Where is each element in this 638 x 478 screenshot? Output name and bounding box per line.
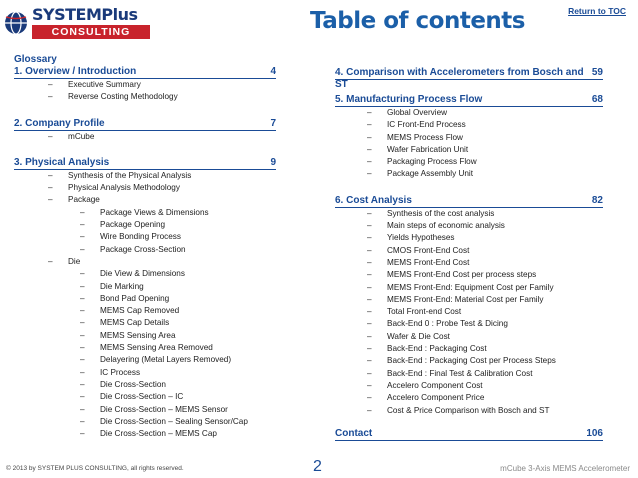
toc-item[interactable]: – Accelero Component Cost [335,380,603,392]
toc-right-column [335,67,603,441]
toc-item[interactable]: – mCube [14,131,276,143]
toc-item[interactable]: – Accelero Component Price [335,392,603,404]
toc-item[interactable]: – Executive Summary [14,79,276,91]
toc-contact[interactable]: Contact 106 [335,427,603,439]
toc-item[interactable]: – Global Overview [335,107,603,119]
company-logo [4,6,154,42]
toc-item[interactable]: – CMOS Front-End Cost [335,245,603,257]
toc-item[interactable]: – Package [14,194,276,206]
toc-section-6[interactable]: 6. Cost Analysis 82 [335,194,603,206]
document-title: mCube 3-Axis MEMS Accelerometer [500,464,630,473]
toc-subitem[interactable]: – MEMS Cap Details [14,317,276,329]
toc-subitem[interactable]: – Die Cross-Section – MEMS Cap [14,428,276,440]
toc-item[interactable]: – Synthesis of the cost analysis [335,208,603,220]
toc-subitem[interactable]: – Package Views & Dimensions [14,207,276,219]
toc-left-column [14,54,276,440]
toc-subitem[interactable]: – Bond Pad Opening [14,293,276,305]
toc-subitem[interactable]: – Die Cross-Section [14,379,276,391]
toc-section-3[interactable]: 3. Physical Analysis 9 [14,156,276,168]
logo-globe-icon [4,8,28,38]
toc-item[interactable]: – Reverse Costing Methodology [14,91,276,103]
toc-subitem[interactable]: – MEMS Sensing Area Removed [14,342,276,354]
toc-section-2[interactable]: 2. Company Profile 7 [14,117,276,129]
return-to-toc-link[interactable]: Return to TOC [568,6,626,16]
toc-subitem[interactable]: – Die Cross-Section – IC [14,391,276,403]
toc-item[interactable]: – Physical Analysis Methodology [14,182,276,194]
toc-item[interactable]: – Wafer & Die Cost [335,331,603,343]
toc-item[interactable]: – MEMS Front-End: Material Cost per Family [335,294,603,306]
toc-item[interactable]: – Wafer Fabrication Unit [335,144,603,156]
toc-item[interactable]: – Back-End : Packaging Cost per Process Steps [335,355,603,367]
toc-subitem[interactable]: – Package Cross-Section [14,244,276,256]
toc-item[interactable]: – Yields Hypotheses [335,232,603,244]
toc-glossary[interactable]: Glossary [14,54,57,65]
toc-subitem[interactable]: – Wire Bonding Process [14,231,276,243]
toc-subitem[interactable]: – Die Cross-Section – MEMS Sensor [14,404,276,416]
page-title: Table of contents [310,8,525,34]
toc-item[interactable]: – MEMS Front-End Cost per process steps [335,269,603,281]
toc-subitem[interactable]: – IC Process [14,367,276,379]
toc-item[interactable]: – Back-End : Packaging Cost [335,343,603,355]
toc-subitem[interactable]: – Die Cross-Section – Sealing Sensor/Cap [14,416,276,428]
toc-section-4[interactable]: 4. Comparison with Accelerometers from Bosch and ST 59 [335,67,603,90]
toc-subitem[interactable]: – Package Opening [14,219,276,231]
copyright-notice: © 2013 by SYSTEM PLUS CONSULTING, all rights reserved. [6,465,184,472]
toc-item[interactable]: – Total Front-end Cost [335,306,603,318]
toc-item[interactable]: – MEMS Front-End Cost [335,257,603,269]
toc-subitem[interactable]: – MEMS Cap Removed [14,305,276,317]
toc-item[interactable]: – Back-End 0 : Probe Test & Dicing [335,318,603,330]
toc-subitem[interactable]: – Delayering (Metal Layers Removed) [14,354,276,366]
toc-subitem[interactable]: – Die Marking [14,281,276,293]
toc-item[interactable]: – Package Assembly Unit [335,168,603,180]
page-number: 2 [313,458,322,475]
toc-item[interactable]: – Die [14,256,276,268]
toc-section-1[interactable]: 1. Overview / Introduction 4 [14,66,276,77]
toc-item[interactable]: – MEMS Front-End: Equipment Cost per Family [335,282,603,294]
toc-subitem[interactable]: – Die View & Dimensions [14,268,276,280]
logo-text-top: SYSTEMPlus [32,5,138,24]
toc-item[interactable]: – Main steps of economic analysis [335,220,603,232]
toc-item[interactable]: – Cost & Price Comparison with Bosch and ST [335,405,603,417]
toc-item[interactable]: – Synthesis of the Physical Analysis [14,170,276,182]
toc-item[interactable]: – MEMS Process Flow [335,132,603,144]
logo-text-bottom: CONSULTING [32,25,150,39]
toc-item[interactable]: – IC Front-End Process [335,119,603,131]
toc-item[interactable]: – Back-End : Final Test & Calibration Cost [335,368,603,380]
toc-item[interactable]: – Packaging Process Flow [335,156,603,168]
toc-section-5[interactable]: 5. Manufacturing Process Flow 68 [335,94,603,105]
toc-subitem[interactable]: – MEMS Sensing Area [14,330,276,342]
